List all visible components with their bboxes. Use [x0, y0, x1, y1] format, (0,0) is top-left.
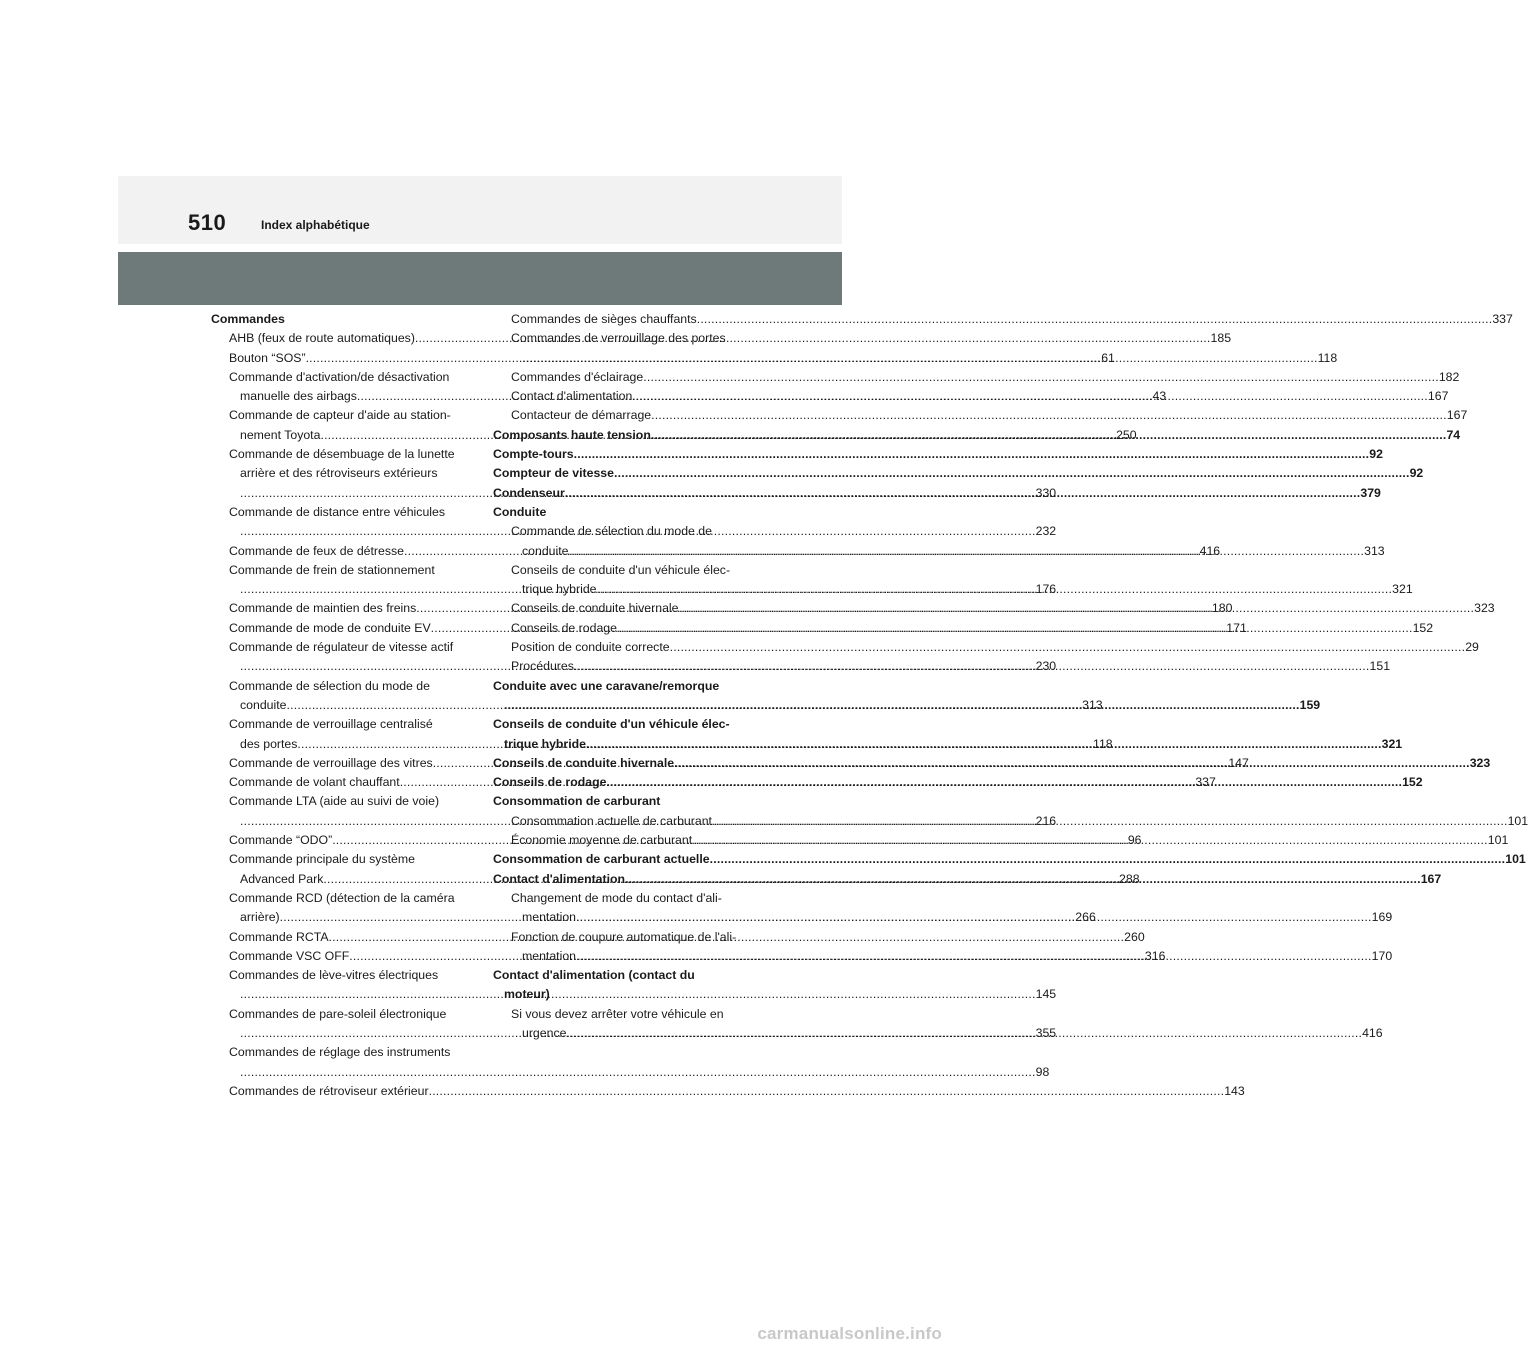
entry-text: conduite: [240, 697, 287, 712]
dot-leader: [606, 773, 1402, 792]
page-number: 510: [188, 210, 227, 235]
page-reference: 145: [1035, 987, 1057, 1002]
entry-text: Contact d'alimentation: [511, 389, 633, 404]
entry-text: Compteur de vitesse: [493, 466, 614, 481]
index-entry: [211, 368, 464, 387]
entry-text: manuelle des airbags: [240, 389, 357, 404]
entry-text: Commande de maintien des freins: [229, 601, 417, 616]
page-reference: 118: [1093, 736, 1113, 751]
entry-text: trique hybride: [522, 582, 597, 597]
dot-leader: [670, 638, 1466, 657]
entry-text: Commandes de pare-soleil électronique: [229, 1006, 447, 1021]
entry-text: Commandes de sièges chauffants: [511, 312, 697, 326]
index-heading: [493, 464, 1424, 483]
page-reference: 152: [1402, 775, 1423, 790]
entry-text: Conseils de conduite hivernale: [511, 601, 679, 616]
page-reference: 98: [1035, 1064, 1050, 1079]
entry-text: Commandes d'éclairage: [511, 369, 644, 384]
page-reference: 337: [1195, 775, 1216, 790]
index-entry: [493, 1005, 743, 1024]
entry-text: Commande LTA (aide au suivi de voie): [229, 794, 440, 809]
entry-text: Commande de distance entre véhicules: [229, 504, 446, 519]
page-reference: 379: [1360, 485, 1381, 500]
page-reference: 151: [1369, 659, 1391, 674]
dot-leader: [632, 387, 1428, 406]
entry-text: Économie moyenne de carburant: [511, 833, 693, 848]
dot-leader: [697, 310, 1493, 329]
dot-leader: [643, 368, 1439, 387]
watermark: carmanualsonline.info: [757, 1324, 942, 1343]
index-entry: [211, 677, 464, 696]
entry-text: Si vous devez arrêter votre véhicule en: [511, 1006, 724, 1021]
entry-text: Commandes de réglage des instruments: [229, 1045, 451, 1060]
page-reference: 169: [1371, 910, 1393, 925]
page-reference: 313: [1082, 697, 1103, 712]
index-heading: [211, 310, 464, 329]
index-heading: [493, 445, 1383, 464]
page-reference: 29: [1465, 640, 1479, 655]
entry-text: Commande de frein de stationnement: [229, 562, 435, 577]
page-reference: 185: [1210, 331, 1232, 346]
dot-leader: [569, 542, 1365, 561]
entry-text: Commande “ODO”: [229, 833, 333, 848]
entry-text: Commandes de verrouillage des portes: [511, 331, 726, 346]
index-entry: [493, 329, 743, 348]
page-reference: 167: [1446, 408, 1468, 423]
page-reference: 170: [1371, 948, 1393, 963]
page-reference: 92: [1369, 447, 1383, 462]
entry-text: Consommation de carburant actuelle: [493, 852, 710, 867]
entry-text: Procédures: [511, 659, 574, 674]
index-entry: [493, 310, 1513, 329]
dot-leader: [712, 812, 1508, 831]
page-reference: 74: [1446, 427, 1461, 442]
index-entry: [211, 561, 464, 580]
index-entry: [211, 792, 464, 811]
entry-text: Commande de verrouillage centralisé: [229, 717, 433, 732]
entry-text: Contacteur de démarrage: [511, 408, 652, 423]
page-reference: 250: [1116, 427, 1137, 442]
index-entry: [211, 445, 464, 464]
entry-text: Commande VSC OFF: [229, 948, 350, 963]
entry-text: des portes: [240, 736, 298, 751]
page-reference: 321: [1392, 582, 1413, 597]
entry-text: Position de conduite correcte: [511, 640, 670, 655]
entry-text: Compte-tours: [493, 447, 574, 462]
entry-text: Commande de sélection du mode de: [511, 524, 712, 539]
index-entry: [493, 368, 1460, 387]
section-title: Index alphabétique: [261, 218, 370, 232]
page-reference: 355: [1035, 1025, 1057, 1040]
entry-text: Advanced Park: [240, 871, 324, 886]
page-reference: 159: [1299, 697, 1321, 712]
dot-leader: [429, 1082, 1225, 1101]
page-reference: 260: [1124, 929, 1145, 944]
index-entry: [211, 1063, 1050, 1082]
entry-text: Commandes de lève-vitres électriques: [229, 968, 439, 983]
page-reference: 323: [1474, 601, 1495, 616]
page-reference: 266: [1075, 910, 1096, 925]
index-heading: [493, 792, 743, 811]
page-reference: 337: [1492, 312, 1513, 326]
entry-text: Contact d'alimentation: [493, 871, 626, 886]
entry-text: Commande RCTA: [229, 929, 329, 944]
dot-leader: [574, 657, 1370, 676]
page-reference: 316: [1144, 948, 1166, 963]
entry-text: Commande de mode de conduite EV: [229, 620, 431, 635]
entry-text: conduite: [522, 543, 569, 558]
entry-text: Consommation actuelle de carburant: [511, 813, 712, 828]
index-entry: [211, 1082, 1245, 1101]
entry-text: Contact d'alimentation (contact du: [493, 968, 695, 983]
entry-text: Conduite: [493, 504, 547, 519]
header-band: [118, 176, 842, 244]
entry-text: Commande de régulateur de vitesse actif: [229, 640, 454, 655]
entry-text: Conseils de conduite d'un véhicule élec-: [493, 717, 730, 732]
dot-leader: [522, 349, 1318, 368]
dot-leader: [576, 908, 1372, 927]
page-reference: 43: [1152, 389, 1167, 404]
dot-leader: [651, 426, 1447, 445]
page-reference: 180: [1211, 601, 1233, 616]
entry-text: Commandes de rétroviseur extérieur: [229, 1083, 429, 1098]
entry-text: trique hybride: [504, 736, 586, 751]
dot-leader: [574, 445, 1370, 464]
index-entry: [493, 522, 743, 541]
entry-text: Commande de volant chauffant: [229, 775, 400, 790]
entry-text: Commande de désembuage de la lunette: [229, 447, 455, 462]
entry-text: Fonction de coupure automatique de l'ali-: [511, 929, 737, 944]
dot-leader: [565, 484, 1361, 503]
index-entry: [211, 638, 464, 657]
page-reference: 230: [1035, 659, 1057, 674]
index-entry: [211, 503, 464, 522]
index-entry: [211, 850, 464, 869]
index-entry: [211, 1005, 464, 1024]
entry-text: Conseils de conduite d'un véhicule élec-: [511, 562, 731, 577]
entry-text: Bouton “SOS”: [229, 350, 306, 365]
dot-leader: [614, 464, 1410, 483]
entry-text: AHB (feux de route automatiques): [229, 331, 415, 346]
entry-text: Commande de verrouillage des vitres: [229, 755, 433, 770]
page-reference: 143: [1224, 1083, 1245, 1098]
entry-text: Consommation de carburant: [493, 794, 661, 809]
dot-leader: [692, 831, 1488, 850]
dot-leader: [710, 850, 1506, 869]
index-heading: [493, 966, 743, 985]
entry-text: Commandes: [211, 312, 285, 326]
index-heading: [493, 850, 1526, 869]
entry-text: Condenseur: [493, 485, 565, 500]
entry-text: Commande RCD (détection de la caméra: [229, 890, 455, 905]
index-entry: [493, 889, 743, 908]
page-reference: 92: [1409, 466, 1424, 481]
entry-text: Commande de sélection du mode de: [229, 678, 430, 693]
entry-text: arrière et des rétroviseurs extérieurs: [240, 466, 438, 481]
dot-leader: [576, 947, 1372, 966]
dot-leader: [566, 1024, 1362, 1043]
page-reference: 323: [1469, 755, 1491, 770]
page-reference: 101: [1507, 813, 1528, 828]
page-reference: 118: [1317, 350, 1338, 365]
page-reference: 176: [1035, 582, 1057, 597]
page-reference: 152: [1412, 620, 1434, 635]
page-reference: 321: [1381, 736, 1403, 751]
page-reference: 61: [1101, 350, 1115, 365]
index-entry: [211, 464, 464, 483]
index-entry: [493, 638, 1479, 657]
entry-text: Commande de feux de détresse: [229, 543, 404, 558]
page-reference: 288: [1119, 871, 1140, 886]
page-reference: 171: [1226, 620, 1247, 635]
page-reference: 167: [1420, 871, 1442, 886]
dot-leader: [625, 870, 1421, 889]
page-reference: 313: [1364, 543, 1385, 558]
entry-text: Conseils de rodage: [493, 775, 607, 790]
index-heading: [493, 985, 743, 1004]
entry-text: Conseils de conduite hivernale: [493, 755, 675, 770]
entry-text: urgence: [522, 1025, 567, 1040]
entry-text: mentation: [522, 910, 577, 925]
entry-text: Commande principale du système: [229, 852, 415, 867]
entry-text: Conduite avec une caravane/remorque: [493, 678, 720, 693]
index-entry: [493, 406, 1468, 425]
index-entry: [211, 889, 464, 908]
entry-text: nement Toyota: [240, 427, 321, 442]
dot-leader: [240, 1063, 1036, 1082]
page-reference: 416: [1199, 543, 1221, 558]
index-entry: [493, 928, 743, 947]
index-entry: [211, 406, 464, 425]
dot-leader: [651, 406, 1447, 425]
index-heading: [493, 503, 743, 522]
index-entry: [211, 1043, 464, 1062]
entry-text: Commande de capteur d'aide au station-: [229, 408, 451, 423]
entry-text: mentation: [522, 948, 577, 963]
page-reference: 101: [1487, 833, 1509, 848]
page-reference: 96: [1127, 833, 1142, 848]
header-gray-bar: [118, 252, 842, 305]
entry-text: Changement de mode du contact d'ali-: [511, 890, 722, 905]
page-reference: 330: [1035, 485, 1057, 500]
entry-text: arrière): [240, 910, 280, 925]
page-reference: 232: [1035, 524, 1057, 539]
index-entry: [211, 349, 1115, 368]
index-entry: [493, 561, 743, 580]
page-reference: 182: [1438, 369, 1460, 384]
page-reference: 416: [1362, 1025, 1383, 1040]
dot-leader: [678, 599, 1474, 618]
entry-text: Composants haute tension: [493, 427, 651, 442]
page-reference: 216: [1035, 813, 1057, 828]
page-reference: 167: [1427, 389, 1449, 404]
dot-leader: [586, 735, 1382, 754]
entry-text: Commande d'activation/de désactivation: [229, 369, 450, 384]
index-heading: [493, 715, 743, 734]
dot-leader: [674, 754, 1470, 773]
index-entry: [211, 696, 1103, 715]
entry-text: Conseils de rodage: [511, 620, 617, 635]
dot-leader: [597, 580, 1393, 599]
index-entry: [211, 966, 464, 985]
index-entry: [211, 715, 464, 734]
index-heading: [493, 677, 743, 696]
page-reference: 147: [1228, 755, 1249, 770]
dot-leader: [504, 696, 1300, 715]
dot-leader: [617, 619, 1413, 638]
page-reference: 101: [1505, 852, 1526, 867]
entry-text: moteur): [504, 987, 550, 1002]
